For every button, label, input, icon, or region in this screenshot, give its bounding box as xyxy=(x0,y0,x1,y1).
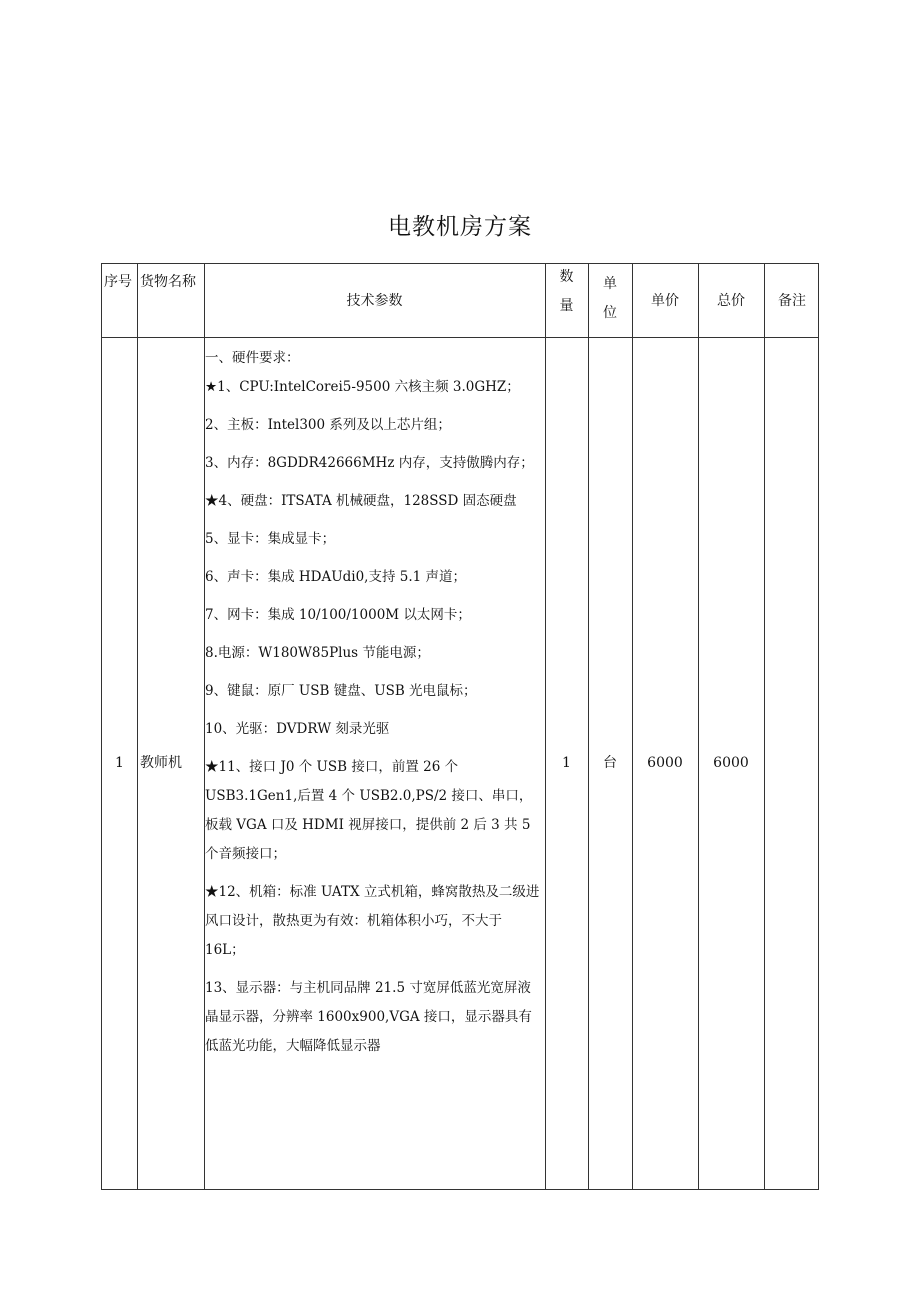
param-line: 13、显示器：与主机同品牌 21.5 寸宽屏低蓝光宽屏液晶显示器，分辨率 1600x900,VGA 接口，显示器具有低蓝光功能，大幅降低显示器 xyxy=(205,980,532,1054)
technical-params xyxy=(205,344,543,1061)
col-divider xyxy=(588,264,589,1189)
param-line: 7、网卡：集成 10/100/1000M 以太网卡； xyxy=(205,607,471,623)
row-name: 教师机 xyxy=(140,755,182,771)
header-unit-price: 单价 xyxy=(651,293,679,309)
col-divider xyxy=(632,264,633,1189)
col-divider xyxy=(764,264,765,1189)
row-total-price: 6000 xyxy=(713,755,749,771)
col-divider xyxy=(545,264,546,1189)
header-qty-1: 数 xyxy=(559,269,574,285)
header-unit-2: 位 xyxy=(603,305,617,321)
row-seq: 1 xyxy=(115,755,124,771)
param-line: 2、主板：Intel300 系列及以上芯片组； xyxy=(205,417,451,433)
row-qty: 1 xyxy=(562,755,571,771)
header-total-price: 总价 xyxy=(717,293,745,309)
row-divider xyxy=(102,337,818,338)
header-seq: 序号 xyxy=(104,274,132,290)
param-line: 9、键鼠：原厂 USB 键盘、USB 光电鼠标； xyxy=(205,683,477,699)
param-line: 5、显卡：集成显卡； xyxy=(205,531,336,547)
row-unit-price: 6000 xyxy=(647,755,683,771)
document-title: 电教机房方案 xyxy=(388,214,532,240)
param-line: 10、光驱：DVDRW 刻录光驱 xyxy=(205,721,390,737)
header-qty-2: 量 xyxy=(559,298,574,314)
param-line: ★4、硬盘：ITSATA 机械硬盘，128SSD 固态硬盘 xyxy=(205,493,517,509)
spec-table xyxy=(101,263,819,1190)
param-line: ★12、机箱：标准 UATX 立式机箱，蜂窝散热及二级进风口设计，散热更为有效：机箱体积小巧，不大于 16L； xyxy=(205,884,540,958)
param-line: 3、内存：8GDDR42666MHz 内存，支持傲腾内存； xyxy=(205,455,534,471)
row-unit: 台 xyxy=(603,755,617,771)
col-divider xyxy=(698,264,699,1189)
param-line: 8.电源：W180W85Plus 节能电源； xyxy=(205,645,430,661)
param-line: ★1、CPU:IntelCorei5-9500 六核主频 3.0GHZ； xyxy=(205,379,520,395)
header-params: 技术参数 xyxy=(346,293,403,309)
header-unit-1: 单 xyxy=(603,276,617,292)
header-remark: 备注 xyxy=(778,293,806,309)
param-line: 6、声卡：集成 HDAUdi0,支持 5.1 声道； xyxy=(205,569,466,585)
header-name: 货物名称 xyxy=(140,274,196,290)
param-line: ★11、接口 J0 个 USB 接口，前置 26 个 USB3.1Gen1,后置 4 个 USB2.0,PS/2 接口、串口，板载 VGA 口及 HDMI 视屏接口，提供前 2 后 3 共 5 个音频接口； xyxy=(205,759,533,862)
col-divider xyxy=(137,264,138,1189)
param-line: 一、硬件要求： xyxy=(205,350,300,366)
